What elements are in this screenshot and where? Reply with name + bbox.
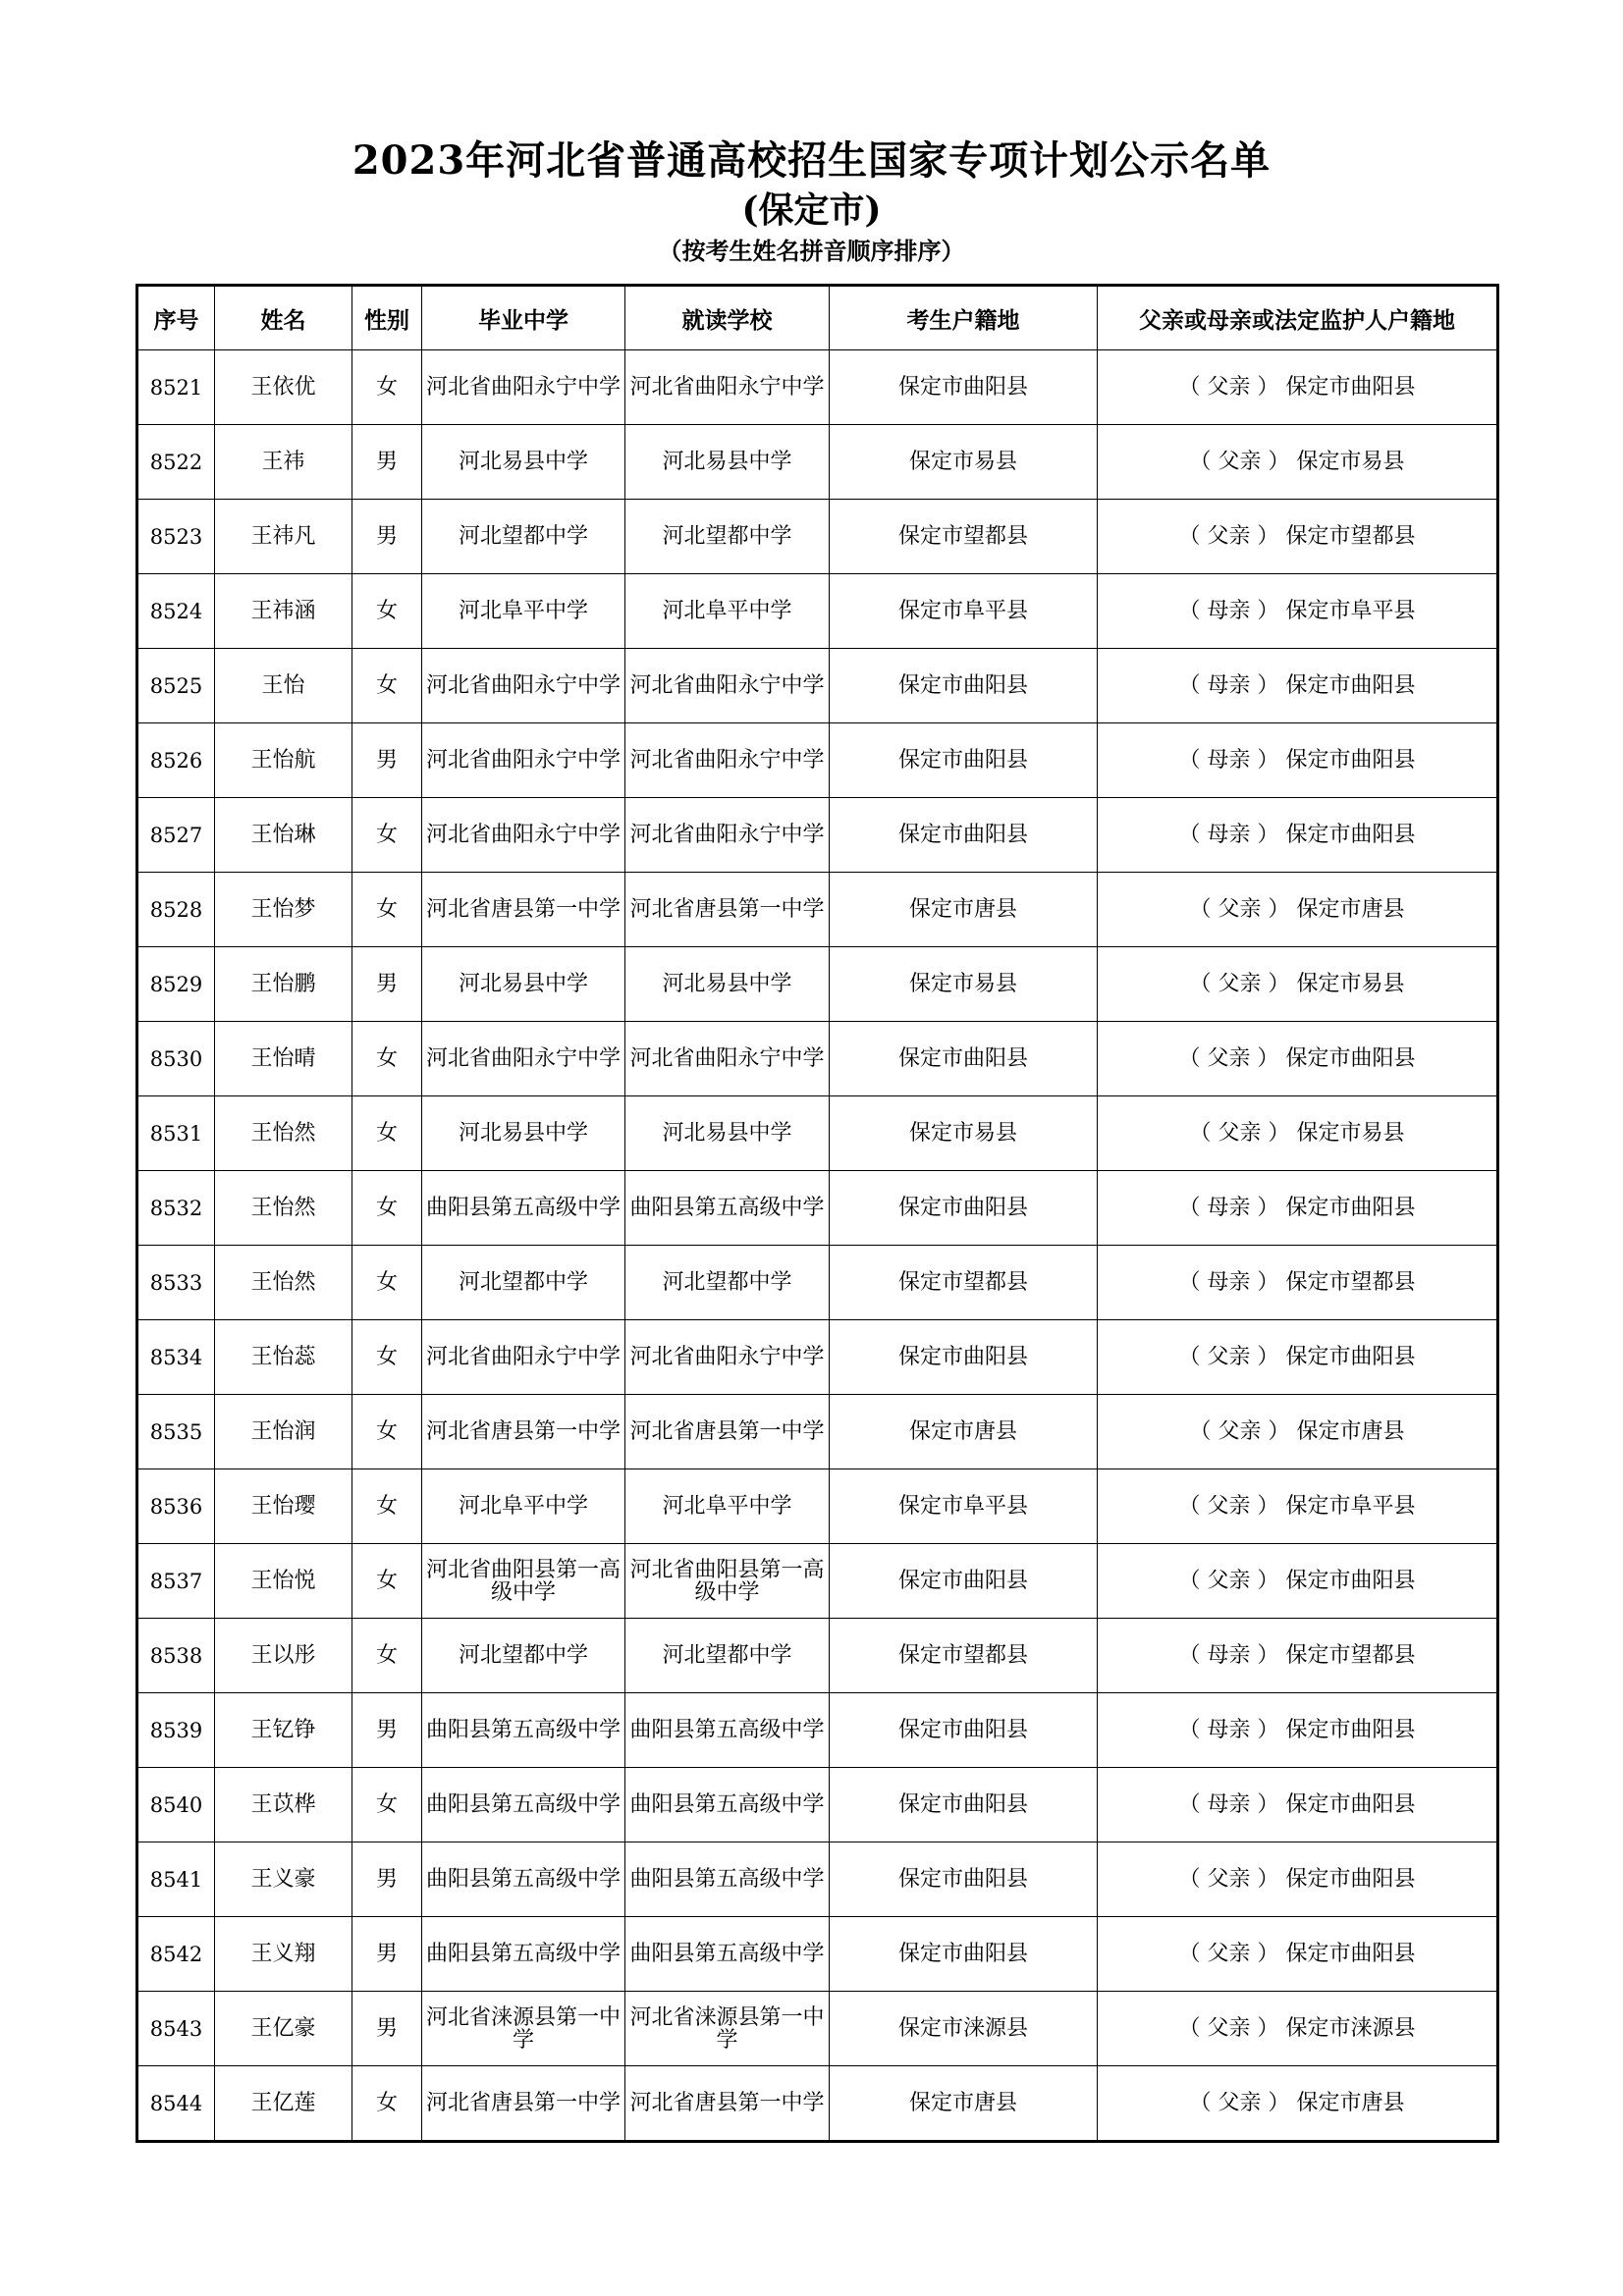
- cell-gender: 女: [352, 649, 422, 723]
- cell-guardian-registration: （ 父亲 ） 保定市易县: [1098, 1096, 1498, 1171]
- cell-index: 8543: [137, 1992, 215, 2066]
- cell-name: 王亿豪: [215, 1992, 352, 2066]
- table-row: [137, 873, 1498, 947]
- cell-current-school: 河北省唐县第一中学: [625, 1395, 830, 1469]
- cell-index: 8537: [137, 1544, 215, 1619]
- cell-gender: 女: [352, 1619, 422, 1693]
- cell-current-school: 河北省唐县第一中学: [625, 2066, 830, 2142]
- cell-name: 王怡航: [215, 723, 352, 798]
- cell-name: 王祎凡: [215, 500, 352, 574]
- cell-name: 王义豪: [215, 1842, 352, 1917]
- cell-name: 王祎: [215, 425, 352, 500]
- cell-guardian-registration: （ 父亲 ） 保定市唐县: [1098, 2066, 1498, 2142]
- cell-gender: 女: [352, 873, 422, 947]
- cell-current-school: 河北望都中学: [625, 1246, 830, 1320]
- cell-current-school: 河北阜平中学: [625, 574, 830, 649]
- cell-guardian-registration: （ 母亲 ） 保定市曲阳县: [1098, 1171, 1498, 1246]
- cell-household-registration: 保定市阜平县: [830, 574, 1098, 649]
- cell-graduated-school: 河北阜平中学: [422, 1469, 625, 1544]
- cell-gender: 女: [352, 1246, 422, 1320]
- header-guardian-registration: 父亲或母亲或法定监护人户籍地: [1098, 286, 1498, 350]
- cell-current-school: 曲阳县第五高级中学: [625, 1693, 830, 1768]
- cell-current-school: 曲阳县第五高级中学: [625, 1842, 830, 1917]
- table-row: [137, 574, 1498, 649]
- cell-index: 8521: [137, 350, 215, 425]
- table-row: [137, 1619, 1498, 1693]
- cell-household-registration: 保定市曲阳县: [830, 1544, 1098, 1619]
- cell-gender: 男: [352, 1992, 422, 2066]
- cell-guardian-registration: （ 父亲 ） 保定市曲阳县: [1098, 1320, 1498, 1395]
- table-row: [137, 1320, 1498, 1395]
- table-row: [137, 723, 1498, 798]
- cell-guardian-registration: （ 父亲 ） 保定市曲阳县: [1098, 1842, 1498, 1917]
- cell-current-school: 河北省曲阳永宁中学: [625, 649, 830, 723]
- cell-index: 8542: [137, 1917, 215, 1992]
- cell-graduated-school: 河北省曲阳永宁中学: [422, 350, 625, 425]
- cell-gender: 男: [352, 723, 422, 798]
- table-row: [137, 1693, 1498, 1768]
- cell-name: 王怡琳: [215, 798, 352, 873]
- table-row: [137, 1842, 1498, 1917]
- header-gender: 性别: [352, 286, 422, 350]
- cell-household-registration: 保定市唐县: [830, 873, 1098, 947]
- cell-graduated-school: 河北省唐县第一中学: [422, 2066, 625, 2142]
- cell-household-registration: 保定市曲阳县: [830, 723, 1098, 798]
- cell-name: 王依优: [215, 350, 352, 425]
- cell-graduated-school: 河北省曲阳永宁中学: [422, 649, 625, 723]
- table-row: [137, 1768, 1498, 1842]
- header-graduated-school: 毕业中学: [422, 286, 625, 350]
- cell-household-registration: 保定市易县: [830, 947, 1098, 1022]
- cell-graduated-school: 曲阳县第五高级中学: [422, 1768, 625, 1842]
- cell-current-school: 河北省曲阳永宁中学: [625, 798, 830, 873]
- cell-index: 8539: [137, 1693, 215, 1768]
- cell-name: 王祎涵: [215, 574, 352, 649]
- cell-household-registration: 保定市曲阳县: [830, 1022, 1098, 1096]
- cell-guardian-registration: （ 母亲 ） 保定市曲阳县: [1098, 723, 1498, 798]
- cell-household-registration: 保定市曲阳县: [830, 1320, 1098, 1395]
- table-body: [137, 350, 1498, 2142]
- cell-guardian-registration: （ 父亲 ） 保定市阜平县: [1098, 1469, 1498, 1544]
- table-row: [137, 649, 1498, 723]
- cell-guardian-registration: （ 父亲 ） 保定市易县: [1098, 947, 1498, 1022]
- cell-household-registration: 保定市望都县: [830, 1619, 1098, 1693]
- cell-current-school: 河北易县中学: [625, 425, 830, 500]
- cell-graduated-school: 河北省曲阳永宁中学: [422, 1320, 625, 1395]
- cell-graduated-school: 河北省曲阳永宁中学: [422, 723, 625, 798]
- cell-graduated-school: 河北省唐县第一中学: [422, 1395, 625, 1469]
- cell-gender: 女: [352, 1768, 422, 1842]
- cell-graduated-school: 河北望都中学: [422, 500, 625, 574]
- header-index: 序号: [137, 286, 215, 350]
- cell-name: 王怡悦: [215, 1544, 352, 1619]
- cell-gender: 男: [352, 425, 422, 500]
- cell-household-registration: 保定市曲阳县: [830, 1171, 1098, 1246]
- cell-current-school: 河北望都中学: [625, 500, 830, 574]
- cell-index: 8544: [137, 2066, 215, 2142]
- table-row: [137, 1544, 1498, 1619]
- cell-current-school: 河北省曲阳永宁中学: [625, 1022, 830, 1096]
- cell-index: 8524: [137, 574, 215, 649]
- cell-index: 8538: [137, 1619, 215, 1693]
- cell-name: 王怡蕊: [215, 1320, 352, 1395]
- cell-graduated-school: 曲阳县第五高级中学: [422, 1171, 625, 1246]
- cell-graduated-school: 河北省曲阳永宁中学: [422, 1022, 625, 1096]
- table-row: [137, 1469, 1498, 1544]
- cell-household-registration: 保定市望都县: [830, 1246, 1098, 1320]
- cell-graduated-school: 曲阳县第五高级中学: [422, 1842, 625, 1917]
- cell-gender: 男: [352, 1917, 422, 1992]
- cell-index: 8526: [137, 723, 215, 798]
- cell-index: 8525: [137, 649, 215, 723]
- cell-name: 王苡桦: [215, 1768, 352, 1842]
- cell-gender: 女: [352, 1544, 422, 1619]
- table-row: [137, 1022, 1498, 1096]
- header-name: 姓名: [215, 286, 352, 350]
- cell-gender: 女: [352, 350, 422, 425]
- cell-guardian-registration: （ 母亲 ） 保定市曲阳县: [1098, 649, 1498, 723]
- cell-index: 8523: [137, 500, 215, 574]
- header-household-registration: 考生户籍地: [830, 286, 1098, 350]
- cell-household-registration: 保定市易县: [830, 425, 1098, 500]
- cell-gender: 男: [352, 500, 422, 574]
- cell-guardian-registration: （ 父亲 ） 保定市曲阳县: [1098, 1544, 1498, 1619]
- page-title: 2023年河北省普通高校招生国家专项计划公示名单: [352, 137, 1271, 184]
- cell-current-school: 河北省曲阳永宁中学: [625, 723, 830, 798]
- cell-index: 8533: [137, 1246, 215, 1320]
- cell-current-school: 河北望都中学: [625, 1619, 830, 1693]
- cell-guardian-registration: （ 母亲 ） 保定市曲阳县: [1098, 798, 1498, 873]
- cell-guardian-registration: （ 父亲 ） 保定市唐县: [1098, 873, 1498, 947]
- cell-household-registration: 保定市涞源县: [830, 1992, 1098, 2066]
- table-row: [137, 947, 1498, 1022]
- table-row: [137, 1992, 1498, 2066]
- cell-name: 王亿莲: [215, 2066, 352, 2142]
- cell-name: 王怡然: [215, 1246, 352, 1320]
- cell-household-registration: 保定市曲阳县: [830, 1693, 1098, 1768]
- table-row: [137, 425, 1498, 500]
- cell-index: 8536: [137, 1469, 215, 1544]
- cell-current-school: 河北省曲阳永宁中学: [625, 350, 830, 425]
- cell-name: 王义翔: [215, 1917, 352, 1992]
- cell-gender: 女: [352, 2066, 422, 2142]
- table-row: [137, 1246, 1498, 1320]
- cell-graduated-school: 河北省唐县第一中学: [422, 873, 625, 947]
- cell-index: 8527: [137, 798, 215, 873]
- cell-name: 王钇铮: [215, 1693, 352, 1768]
- cell-graduated-school: 曲阳县第五高级中学: [422, 1917, 625, 1992]
- cell-graduated-school: 河北望都中学: [422, 1246, 625, 1320]
- cell-household-registration: 保定市易县: [830, 1096, 1098, 1171]
- cell-current-school: 河北省涞源县第一中学: [625, 1992, 830, 2066]
- cell-household-registration: 保定市曲阳县: [830, 1768, 1098, 1842]
- table-row: [137, 1171, 1498, 1246]
- cell-current-school: 曲阳县第五高级中学: [625, 1768, 830, 1842]
- cell-graduated-school: 河北省涞源县第一中学: [422, 1992, 625, 2066]
- cell-index: 8532: [137, 1171, 215, 1246]
- page-subtitle: (保定市): [741, 189, 882, 231]
- sort-note: （按考生姓名拼音顺序排序）: [658, 238, 965, 265]
- cell-index: 8531: [137, 1096, 215, 1171]
- cell-guardian-registration: （ 母亲 ） 保定市曲阳县: [1098, 1768, 1498, 1842]
- cell-index: 8541: [137, 1842, 215, 1917]
- cell-current-school: 河北省唐县第一中学: [625, 873, 830, 947]
- cell-household-registration: 保定市唐县: [830, 2066, 1098, 2142]
- cell-household-registration: 保定市阜平县: [830, 1469, 1098, 1544]
- table-header-row: [137, 286, 1498, 350]
- cell-gender: 男: [352, 947, 422, 1022]
- cell-name: 王怡梦: [215, 873, 352, 947]
- table-row: [137, 1096, 1498, 1171]
- cell-guardian-registration: （ 父亲 ） 保定市望都县: [1098, 500, 1498, 574]
- cell-guardian-registration: （ 母亲 ） 保定市望都县: [1098, 1619, 1498, 1693]
- cell-gender: 女: [352, 1022, 422, 1096]
- cell-household-registration: 保定市曲阳县: [830, 1917, 1098, 1992]
- cell-graduated-school: 河北易县中学: [422, 1096, 625, 1171]
- cell-graduated-school: 河北易县中学: [422, 425, 625, 500]
- cell-guardian-registration: （ 父亲 ） 保定市唐县: [1098, 1395, 1498, 1469]
- cell-household-registration: 保定市曲阳县: [830, 1842, 1098, 1917]
- cell-current-school: 河北易县中学: [625, 1096, 830, 1171]
- cell-name: 王怡鹏: [215, 947, 352, 1022]
- cell-index: 8529: [137, 947, 215, 1022]
- cell-household-registration: 保定市曲阳县: [830, 798, 1098, 873]
- cell-guardian-registration: （ 父亲 ） 保定市涞源县: [1098, 1992, 1498, 2066]
- cell-index: 8540: [137, 1768, 215, 1842]
- cell-guardian-registration: （ 母亲 ） 保定市曲阳县: [1098, 1693, 1498, 1768]
- cell-graduated-school: 曲阳县第五高级中学: [422, 1693, 625, 1768]
- cell-household-registration: 保定市曲阳县: [830, 350, 1098, 425]
- cell-gender: 女: [352, 798, 422, 873]
- cell-gender: 女: [352, 1469, 422, 1544]
- cell-name: 王怡璎: [215, 1469, 352, 1544]
- cell-name: 王怡润: [215, 1395, 352, 1469]
- cell-guardian-registration: （ 母亲 ） 保定市阜平县: [1098, 574, 1498, 649]
- cell-index: 8535: [137, 1395, 215, 1469]
- cell-gender: 男: [352, 1842, 422, 1917]
- cell-guardian-registration: （ 父亲 ） 保定市曲阳县: [1098, 1022, 1498, 1096]
- cell-gender: 女: [352, 1096, 422, 1171]
- cell-guardian-registration: （ 父亲 ） 保定市易县: [1098, 425, 1498, 500]
- cell-index: 8522: [137, 425, 215, 500]
- cell-current-school: 河北阜平中学: [625, 1469, 830, 1544]
- cell-gender: 女: [352, 1320, 422, 1395]
- table-row: [137, 350, 1498, 425]
- cell-household-registration: 保定市望都县: [830, 500, 1098, 574]
- cell-guardian-registration: （ 父亲 ） 保定市曲阳县: [1098, 350, 1498, 425]
- cell-name: 王怡: [215, 649, 352, 723]
- cell-graduated-school: 河北省曲阳永宁中学: [422, 798, 625, 873]
- cell-current-school: 河北易县中学: [625, 947, 830, 1022]
- cell-graduated-school: 河北望都中学: [422, 1619, 625, 1693]
- cell-household-registration: 保定市唐县: [830, 1395, 1098, 1469]
- header-current-school: 就读学校: [625, 286, 830, 350]
- cell-index: 8528: [137, 873, 215, 947]
- table-row: [137, 1395, 1498, 1469]
- table-row: [137, 798, 1498, 873]
- cell-graduated-school: 河北阜平中学: [422, 574, 625, 649]
- cell-household-registration: 保定市曲阳县: [830, 649, 1098, 723]
- cell-current-school: 曲阳县第五高级中学: [625, 1171, 830, 1246]
- cell-name: 王怡然: [215, 1171, 352, 1246]
- cell-current-school: 曲阳县第五高级中学: [625, 1917, 830, 1992]
- cell-gender: 女: [352, 1395, 422, 1469]
- cell-name: 王怡晴: [215, 1022, 352, 1096]
- table-row: [137, 1917, 1498, 1992]
- table-row: [137, 500, 1498, 574]
- cell-gender: 男: [352, 1693, 422, 1768]
- cell-index: 8530: [137, 1022, 215, 1096]
- cell-name: 王怡然: [215, 1096, 352, 1171]
- cell-graduated-school: 河北易县中学: [422, 947, 625, 1022]
- cell-current-school: 河北省曲阳县第一高级中学: [625, 1544, 830, 1619]
- cell-gender: 女: [352, 1171, 422, 1246]
- cell-name: 王以彤: [215, 1619, 352, 1693]
- cell-guardian-registration: （ 母亲 ） 保定市望都县: [1098, 1246, 1498, 1320]
- cell-gender: 女: [352, 574, 422, 649]
- cell-guardian-registration: （ 父亲 ） 保定市曲阳县: [1098, 1917, 1498, 1992]
- cell-graduated-school: 河北省曲阳县第一高级中学: [422, 1544, 625, 1619]
- roster-table: [135, 284, 1499, 2143]
- cell-current-school: 河北省曲阳永宁中学: [625, 1320, 830, 1395]
- table-row: [137, 2066, 1498, 2142]
- cell-index: 8534: [137, 1320, 215, 1395]
